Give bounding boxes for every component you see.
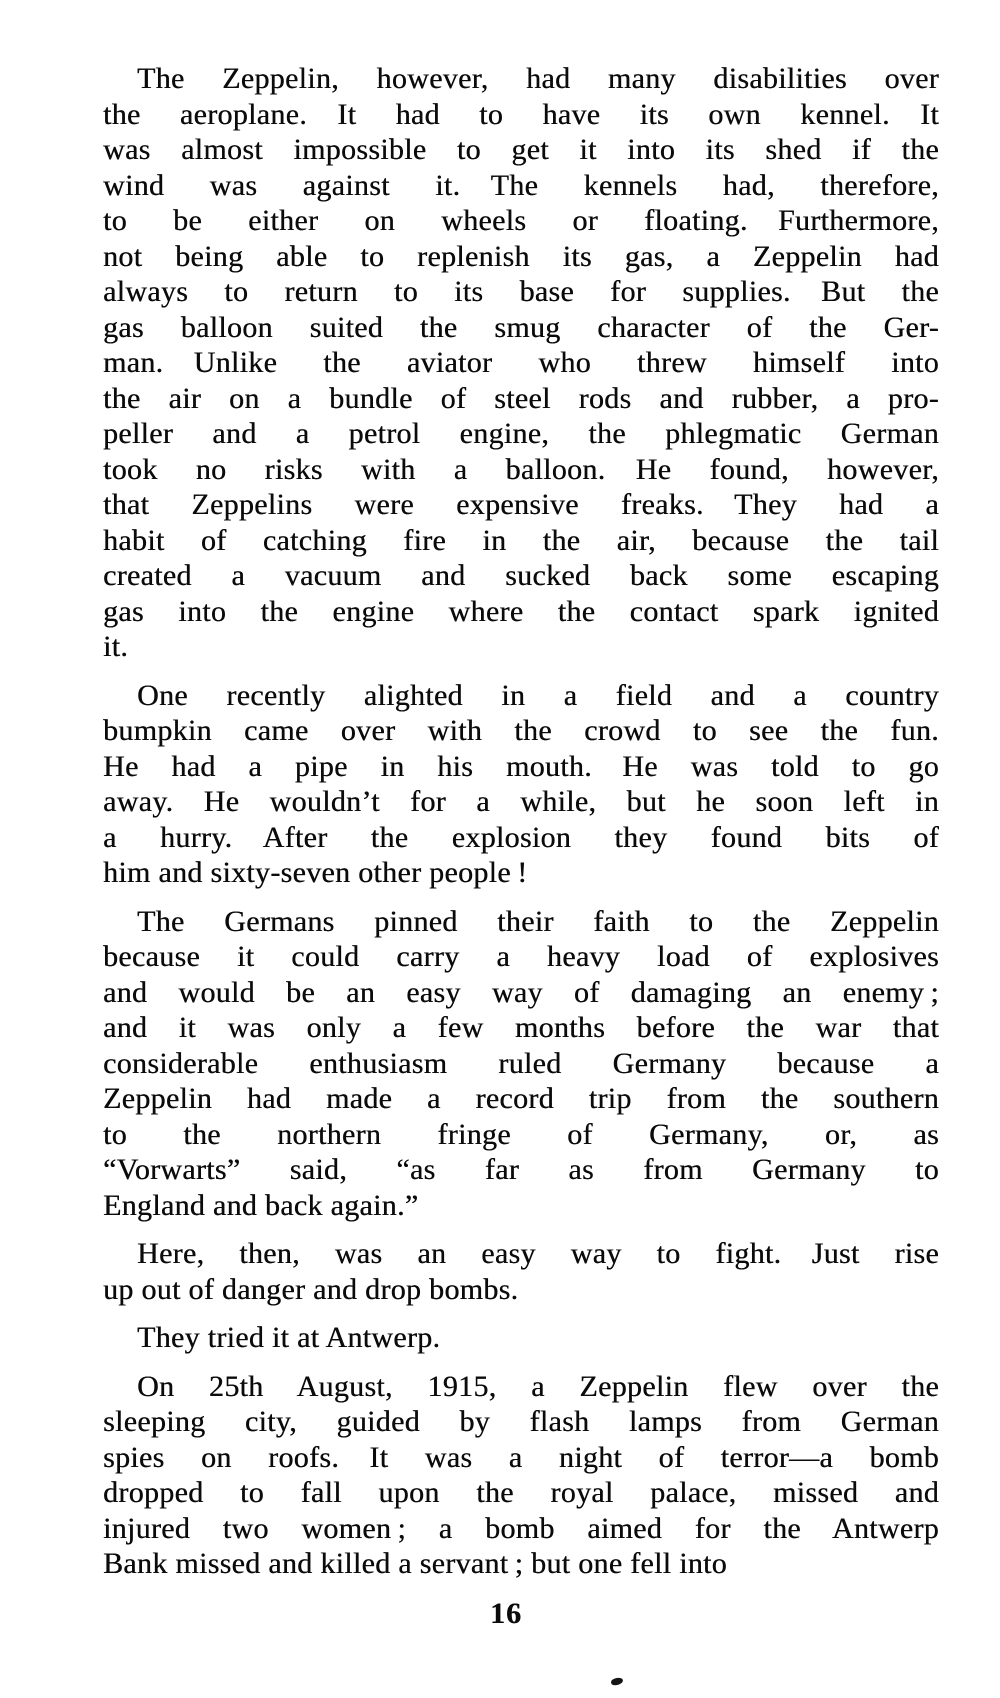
text-line: They tried it at Antwerp. xyxy=(137,1321,441,1354)
text-line: bumpkin came over with the crowd to see the fun. xyxy=(103,714,939,747)
paragraph xyxy=(103,904,939,1224)
text-line: him and sixty-seven other people ! xyxy=(103,856,528,889)
text-line: Bank missed and killed a servant ; but one fell into xyxy=(103,1547,727,1580)
text-line: habit of catching fire in the air, because the tail xyxy=(103,523,939,557)
text-line: He had a pipe in his mouth. He was told to go xyxy=(103,749,939,783)
paragraph xyxy=(103,1320,939,1356)
paragraph xyxy=(103,678,939,891)
text-line: On 25th August, 1915, a Zeppelin flew over the xyxy=(137,1369,939,1403)
text-line: away. He wouldn’t for a while, but he soon left in xyxy=(103,785,939,818)
text-line: man. Unlike the aviator who threw himself into xyxy=(103,346,939,379)
page-number: 16 xyxy=(490,1597,522,1630)
text-line: “Vorwarts” said, “as far as from Germany to xyxy=(103,1153,939,1186)
paragraph xyxy=(103,1369,939,1582)
text-line: up out of danger and drop bombs. xyxy=(103,1272,519,1306)
text-line: The Germans pinned their faith to the Zeppelin xyxy=(137,904,939,938)
text-line: gas into the engine where the contact spark ignited xyxy=(103,594,939,628)
text-line: wind was against it. The kennels had, therefore, xyxy=(103,168,939,202)
text-line: because it could carry a heavy load of explosives xyxy=(103,940,939,973)
text-line: always to return to its base for supplies. But the xyxy=(103,275,939,308)
text-line: Here, then, was an easy way to fight. Just rise xyxy=(137,1237,939,1270)
text-line: England and back again.” xyxy=(103,1188,419,1222)
text-line: and it was only a few months before the war that xyxy=(103,1011,939,1044)
text-line: the air on a bundle of steel rods and rubber, a pro- xyxy=(103,381,939,415)
text-line: and would be an easy way of damaging an enemy ; xyxy=(103,975,939,1009)
paragraph xyxy=(103,1236,939,1307)
text-line: was almost impossible to get it into its shed if the xyxy=(103,133,939,166)
text-line: The Zeppelin, however, had many disabilities over xyxy=(137,62,939,95)
text-line: One recently alighted in a field and a country xyxy=(137,678,939,712)
text-line: spies on roofs. It was a night of terror—a bomb xyxy=(103,1440,939,1474)
text-block xyxy=(103,61,939,1582)
text-line: sleeping city, guided by flash lamps from German xyxy=(103,1405,939,1438)
paragraph xyxy=(103,61,939,665)
text-line: considerable enthusiasm ruled Germany because a xyxy=(103,1046,939,1080)
text-line: created a vacuum and sucked back some escaping xyxy=(103,559,939,592)
text-line: dropped to fall upon the royal palace, missed and xyxy=(103,1476,939,1509)
text-line: the aeroplane. It had to have its own kennel. It xyxy=(103,97,939,131)
text-line: took no risks with a balloon. He found, however, xyxy=(103,452,939,486)
text-line: Zeppelin had made a record trip from the southern xyxy=(103,1082,939,1115)
text-line: injured two women ; a bomb aimed for the Antwerp xyxy=(103,1511,939,1545)
text-line: to the northern fringe of Germany, or, as xyxy=(103,1117,939,1151)
text-line: it. xyxy=(103,630,129,663)
text-line: gas balloon suited the smug character of the Ger- xyxy=(103,310,939,344)
text-line: that Zeppelins were expensive freaks. They had a xyxy=(103,488,939,521)
text-line: not being able to replenish its gas, a Zeppelin had xyxy=(103,239,939,273)
text-line: a hurry. After the explosion they found bits of xyxy=(103,820,939,854)
text-line: to be either on wheels or floating. Furthermore, xyxy=(103,204,939,237)
text-line: peller and a petrol engine, the phlegmatic German xyxy=(103,417,939,450)
ink-speck xyxy=(611,1677,624,1686)
